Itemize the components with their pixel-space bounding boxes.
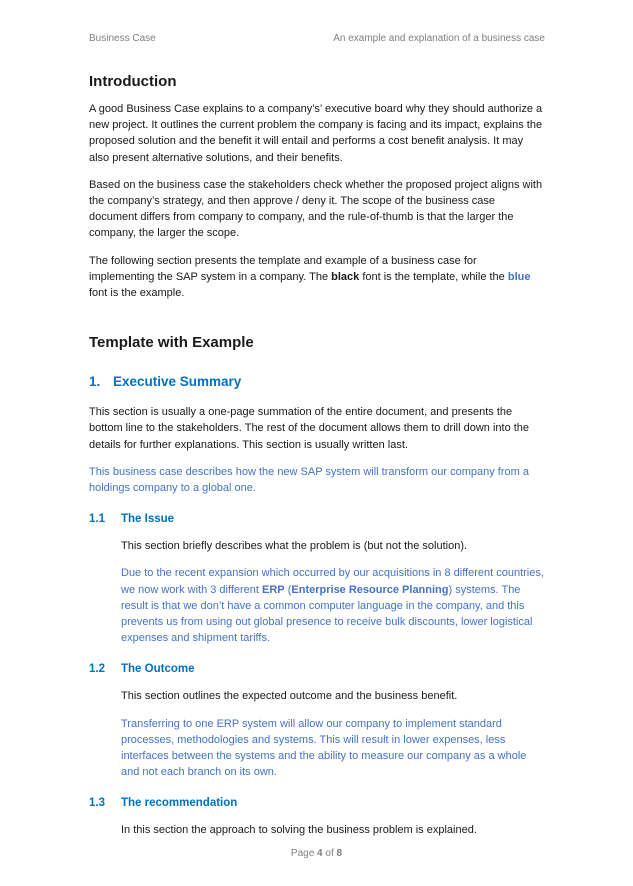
text-run: This section briefly describes what the problem is (but not the solution). [121, 540, 468, 553]
numbered-subheading [89, 663, 545, 675]
page-number-label [291, 848, 342, 859]
text-run: ) systems. The result is that we don’t have a common computer language in the company, and this prevents us from using out global presence to receive bulk discounts, lower logistical expenses and shipment tariffs. [121, 583, 533, 645]
text-run: 4 [317, 848, 323, 859]
heading-title: The Outcome [121, 663, 195, 676]
text-run: ( [284, 583, 292, 596]
body-paragraph [121, 538, 545, 554]
text-run: font is the example. [89, 287, 185, 300]
text-run: Enterprise Resource Planning [291, 583, 449, 596]
text-run: Transferring to one ERP system will allow our company to implement standard processes, methodologies and systems. This will result in lower expenses, less interfaces between the systems and the ability to measure our company as a whole and not each branch on its own. [121, 717, 527, 779]
heading-number: 1.2 [89, 663, 105, 676]
text-run: ERP [262, 583, 285, 596]
body-paragraph [89, 253, 545, 302]
page-footer [0, 848, 633, 859]
section-heading: Introduction [89, 73, 177, 90]
header-document-title: Business Case [89, 33, 156, 44]
heading-title: The Issue [121, 513, 175, 526]
body-paragraph [121, 688, 545, 704]
heading-number: 1.1 [89, 513, 105, 526]
example-paragraph [89, 464, 545, 496]
text-run: of [322, 848, 337, 859]
text-run: Page [290, 848, 318, 859]
heading-title: The recommendation [121, 797, 238, 810]
body-paragraph [121, 822, 545, 838]
text-run: font is the template, while the [359, 270, 508, 283]
numbered-subheading [89, 797, 545, 809]
text-run: The following section presents the template and example of a business case for implementing the SAP system in a company. The [89, 254, 477, 283]
header-document-subtitle: An example and explanation of a business case [333, 33, 545, 44]
body-paragraph [89, 101, 545, 166]
document-content [89, 73, 545, 850]
example-paragraph [121, 716, 545, 781]
text-run: Due to the recent expansion which occurred by our acquisitions in 8 different countries, we now work with 3 different [121, 567, 544, 596]
section-heading: Template with Example [89, 334, 254, 352]
body-paragraph [89, 177, 545, 242]
numbered-heading [89, 374, 545, 389]
text-run: 8 [336, 848, 343, 859]
heading-number: 1.3 [89, 797, 105, 810]
heading-title: Executive Summary [113, 374, 242, 390]
body-paragraph [89, 404, 545, 453]
text-run: black [331, 270, 360, 283]
numbered-subheading [89, 513, 545, 525]
text-run: This section is usually a one-page summation of the entire document, and presents the bottom line to the stakeholders. The rest of the document allows them to drill down into the details for further explanations. This section is usually written last. [89, 406, 530, 451]
page-header [89, 33, 545, 44]
text-run: blue [507, 270, 531, 283]
heading-number: 1. [89, 374, 101, 390]
example-paragraph [121, 565, 545, 646]
text-run: This section outlines the expected outcome and the business benefit. [121, 690, 458, 703]
text-run: A good Business Case explains to a company’s’ executive board why they should authorize a new project. It outlines the current problem the company is facing and its impact, explains the proposed solution and the benefit it will entail and performs a cost benefit analysis. It may also present alternative solutions, and their benefits. [89, 103, 543, 164]
text-run: In this section the approach to solving the business problem is explained. [121, 824, 477, 837]
text-run: This business case describes how the new SAP system will transform our company from a holdings company to a global one. [89, 465, 529, 495]
text-run: Based on the business case the stakeholders check whether the proposed project aligns with the company’s strategy, and then approve / deny it. The scope of the business case document differs from company to company, and the rule-of-thumb is that the larger the company, the larger the scope. [89, 178, 543, 240]
